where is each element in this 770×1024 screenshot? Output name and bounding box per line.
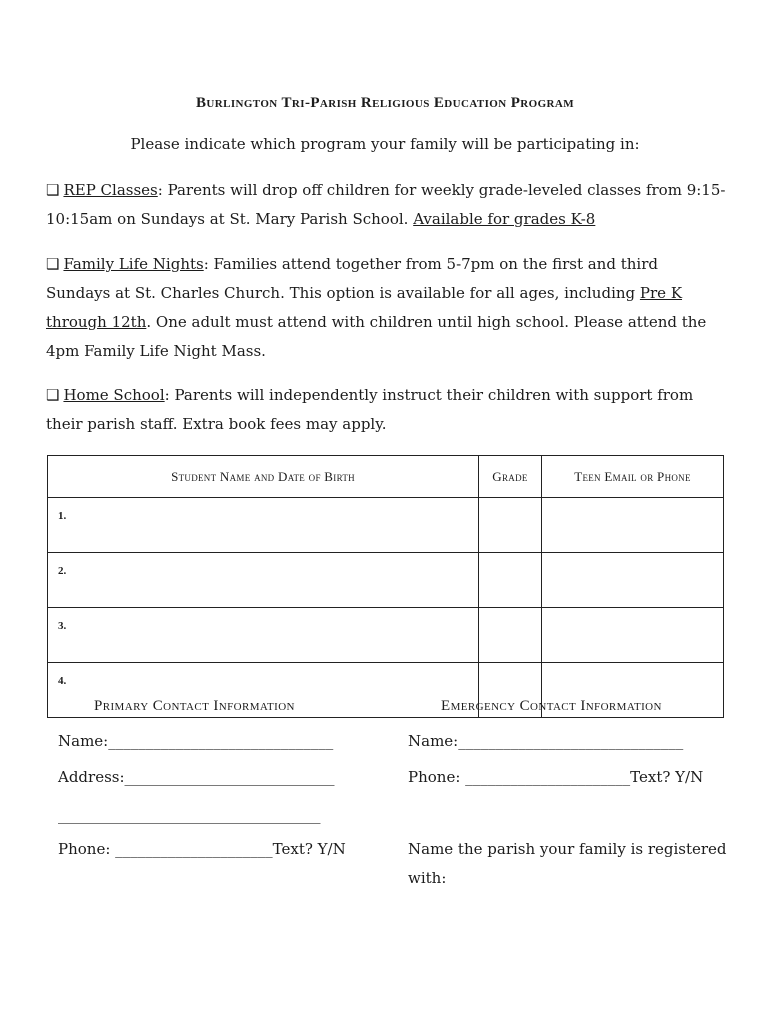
checkbox-family-life-nights[interactable]: ❑ bbox=[46, 255, 60, 273]
primary-contact-heading: Primary Contact Information bbox=[94, 698, 295, 714]
option-description-continued: . One adult must attend with children until high school. Please attend the 4pm Family Life Night Mass. bbox=[46, 313, 707, 360]
checkbox-home-school[interactable]: ❑ bbox=[46, 386, 60, 404]
primary-address-line2-field[interactable]: ___________________________________ bbox=[58, 806, 321, 824]
student-name-cell[interactable]: 1. bbox=[48, 498, 479, 553]
checkbox-rep-classes[interactable]: ❑ bbox=[46, 181, 60, 199]
student-name-cell[interactable]: 2. bbox=[48, 553, 479, 608]
teen-contact-cell[interactable] bbox=[542, 608, 724, 663]
grade-cell[interactable] bbox=[479, 608, 542, 663]
option-note: Pre K through 12th bbox=[46, 284, 683, 331]
option-rep-classes bbox=[46, 176, 726, 234]
table-row bbox=[48, 498, 724, 553]
registered-parish-field[interactable]: Name the parish your family is registered with: bbox=[408, 840, 727, 887]
option-family-life-nights bbox=[46, 250, 726, 366]
emergency-contact-heading: Emergency Contact Information bbox=[441, 698, 662, 714]
teen-contact-cell[interactable] bbox=[542, 553, 724, 608]
emergency-name-field[interactable]: Name:______________________________ bbox=[408, 732, 684, 750]
option-name: Family Life Nights bbox=[63, 255, 204, 273]
instructions: Please indicate which program your family will be participating in: bbox=[130, 135, 640, 153]
option-home-school bbox=[46, 381, 726, 439]
option-name: REP Classes bbox=[63, 181, 158, 199]
column-grade: Grade bbox=[479, 456, 542, 498]
primary-name-field[interactable]: Name:______________________________ bbox=[58, 732, 334, 750]
table-row bbox=[48, 553, 724, 608]
emergency-phone-field[interactable]: Phone: ______________________Text? Y/N bbox=[408, 768, 704, 786]
option-description: : Parents will drop off children for weekly grade-leveled classes from 9:15-10:15am on Sundays at St. Mary Parish School. bbox=[46, 181, 726, 228]
grade-cell[interactable] bbox=[479, 498, 542, 553]
teen-contact-cell[interactable] bbox=[542, 498, 724, 553]
table-row bbox=[48, 608, 724, 663]
student-name-cell[interactable]: 3. bbox=[48, 608, 479, 663]
table-header-row bbox=[48, 456, 724, 498]
primary-address-field[interactable]: Address:____________________________ bbox=[58, 768, 335, 786]
document-title: Burlington Tri-Parish Religious Education Program bbox=[195, 95, 575, 111]
student-name-cell[interactable]: 4. bbox=[48, 663, 479, 718]
option-note: Available for grades K-8 bbox=[413, 210, 596, 228]
column-teen-contact: Teen Email or Phone bbox=[542, 456, 724, 498]
primary-phone-field[interactable]: Phone: _____________________Text? Y/N bbox=[58, 840, 346, 858]
option-name: Home School bbox=[63, 386, 165, 404]
option-description: : Families attend together from 5-7pm on the first and third Sundays at St. Charles Church. This option is available for all ages, including bbox=[46, 255, 658, 302]
grade-cell[interactable] bbox=[479, 553, 542, 608]
option-description: : Parents will independently instruct their children with support from their parish staff. Extra book fees may apply. bbox=[46, 386, 694, 433]
column-student-name: Student Name and Date of Birth bbox=[48, 456, 479, 498]
student-table bbox=[47, 455, 724, 718]
